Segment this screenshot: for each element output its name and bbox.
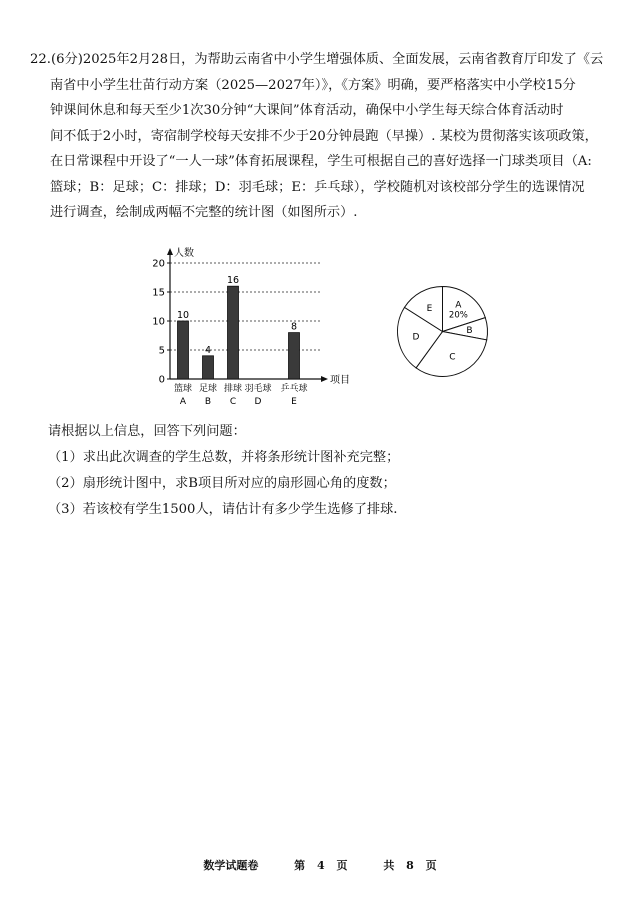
question-3: （3）若该校有学生1500人，请估计有多少学生选修了排球. xyxy=(48,502,398,517)
bar-value-label: 16 xyxy=(226,275,240,287)
y-tick-label: 5 xyxy=(158,345,165,357)
pie-slice-label: B xyxy=(466,325,473,336)
footer-page: 第 4 页 xyxy=(294,859,348,872)
x-category-letter: B xyxy=(204,397,212,405)
bar-chart xyxy=(145,245,350,405)
problem-line-5: 在日常课程中开设了“一人一球”体育拓展课程，学生可根据自己的喜好选择一门球类项目（A: xyxy=(50,154,592,169)
pie-chart xyxy=(395,284,490,379)
problem-line-6: 篮球；B：足球；C：排球；D：羽毛球；E：乒乓球），学校随机对该校部分学生的选课情况 xyxy=(50,179,585,195)
problem-number: 22. xyxy=(30,52,51,67)
y-tick-label: 15 xyxy=(152,287,165,299)
x-axis-arrow xyxy=(321,376,328,382)
question-1: （1）求出此次调查的学生总数，并将条形统计图补充完整； xyxy=(48,450,400,465)
questions-intro: 请根据以上信息，回答下列问题： xyxy=(48,424,246,439)
bar-value-label: 4 xyxy=(204,344,212,356)
x-category-letter: E xyxy=(291,397,297,405)
pie-slice-label: C xyxy=(449,352,456,363)
problem-line-2: 南省中小学生壮苗行动方案（2025—2027年）》，《方案》明确，要严格落实中小学校15分 xyxy=(50,77,576,93)
page-footer xyxy=(0,857,640,873)
pie-slice-label: D xyxy=(412,332,420,343)
y-tick-label: 20 xyxy=(152,258,165,270)
bar xyxy=(228,286,239,379)
question-2: （2）扇形统计图中，求B项目所对应的扇形圆心角的度数； xyxy=(48,476,396,491)
questions xyxy=(48,419,618,523)
problem-line-4: 间不低于2小时，寄宿制学校每天安排不少于20分钟晨跑（早操）. 某校为贯彻落实该项政策， xyxy=(50,128,598,144)
y-tick-label: 10 xyxy=(152,316,165,328)
x-category-label: 乒乓球 xyxy=(280,384,308,394)
bar xyxy=(203,356,214,379)
bar-value-label: 10 xyxy=(176,310,190,321)
bar xyxy=(178,321,189,379)
pie-slice-value: 20% xyxy=(448,310,468,321)
problem-line-1: 22.(6分)2025年2月28日，为帮助云南省中小学生增强体质、全面发展，云南省教育厅印发了《云 xyxy=(30,52,604,67)
bar-value-label: 8 xyxy=(290,321,298,333)
problem-line-3: 钟课间休息和每天至少1次30分钟“大课间”体育活动，确保中小学生每天综合体育活动时 xyxy=(50,103,564,118)
x-category-label: 足球 xyxy=(198,384,218,394)
problem-line-7: 进行调查，绘制成两幅不完整的统计图（如图所示）. xyxy=(50,205,358,220)
y-tick-label: 0 xyxy=(158,374,165,386)
x-category-letter: C xyxy=(229,397,237,405)
pie-slice-label: A xyxy=(455,300,462,311)
x-category-label: 篮球 xyxy=(173,384,193,394)
footer-subject: 数学试题卷 xyxy=(203,859,259,872)
x-category-label: 排球 xyxy=(223,384,243,394)
x-axis-label: 项目 xyxy=(330,375,350,386)
problem-22 xyxy=(30,47,620,226)
y-axis-label: 人数 xyxy=(174,248,194,259)
footer-total: 共 8 页 xyxy=(383,859,437,872)
y-axis-arrow xyxy=(167,248,173,255)
x-category-letter: A xyxy=(179,397,187,405)
x-category-letter: D xyxy=(254,397,262,405)
x-category-label: 羽毛球 xyxy=(244,384,272,394)
bar xyxy=(289,333,300,379)
pie-slice-label: E xyxy=(426,303,433,314)
